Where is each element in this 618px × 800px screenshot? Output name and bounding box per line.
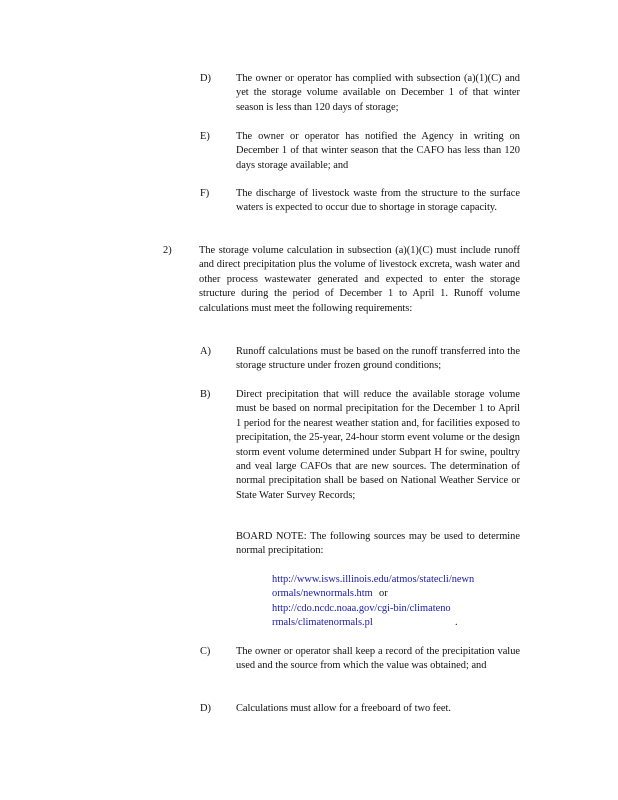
or-connector: or [379,588,388,600]
precipitation-sources [272,573,512,631]
item-label: D) [200,703,211,714]
board-note: BOARD NOTE: The following sources may be used to determine normal precipitation: [236,531,520,557]
ncdc-normals-link[interactable]: http://cdo.ncdc.noaa.gov/cgi-bin/climatenormals/climatenormals.pl [272,602,451,629]
item-text: Calculations must allow for a freeboard of two feet. [236,703,451,714]
item-text: Direct precipitation that will reduce the available storage volume must be based on normal precipitation for the December 1 to April 1 period for the nearest weather station and, for facilities exposed to precipitation, the 25-year, 24-hour storm event volume or the design storm event volume determined under Subpart H for swine, poultry and veal large CAFOs that are new sources. The determination of normal precipitation shall be based on National Weather Service or State Water Survey Records; [236,389,520,501]
item-label: C) [200,646,211,657]
item-text: The owner or operator has notified the Agency in writing on December 1 of that winter season that the CAFO has less than 120 days storage available; and [236,131,520,171]
link1-row [272,573,512,602]
item-text: Runoff calculations must be based on the runoff transferred into the storage structure under frozen ground conditions; [236,346,520,372]
item-text: The discharge of livestock waste from the structure to the surface waters is expected to occur due to shortage in storage capacity. [236,188,520,214]
item-label: D) [200,73,211,84]
item-text: The storage volume calculation in subsection (a)(1)(C) must include runoff and direct precipitation plus the volume of livestock excreta, wash water and other process wastewater generated and expected to enter the storage structure during the period of December 1 to April 1. Runoff volume calculations must meet the following requirements: [199,245,520,314]
link2-row [272,602,512,631]
isws-normals-link[interactable]: http://www.isws.illinois.edu/atmos/statecli/newnormals/newnormals.htm [272,574,475,600]
item-text: The owner or operator has complied with subsection (a)(1)(C) and yet the storage volume available on December 1 of that winter season is less than 120 days of storage; [236,73,520,113]
trailing-period: . [455,617,458,629]
item-label: B) [200,389,211,400]
item-label: E) [200,131,210,142]
item-text: The owner or operator shall keep a record of the precipitation value used and the source from which the value was obtained; and [236,646,520,672]
item-label: 2) [163,245,172,256]
item-label: F) [200,188,210,199]
item-label: A) [200,346,211,357]
